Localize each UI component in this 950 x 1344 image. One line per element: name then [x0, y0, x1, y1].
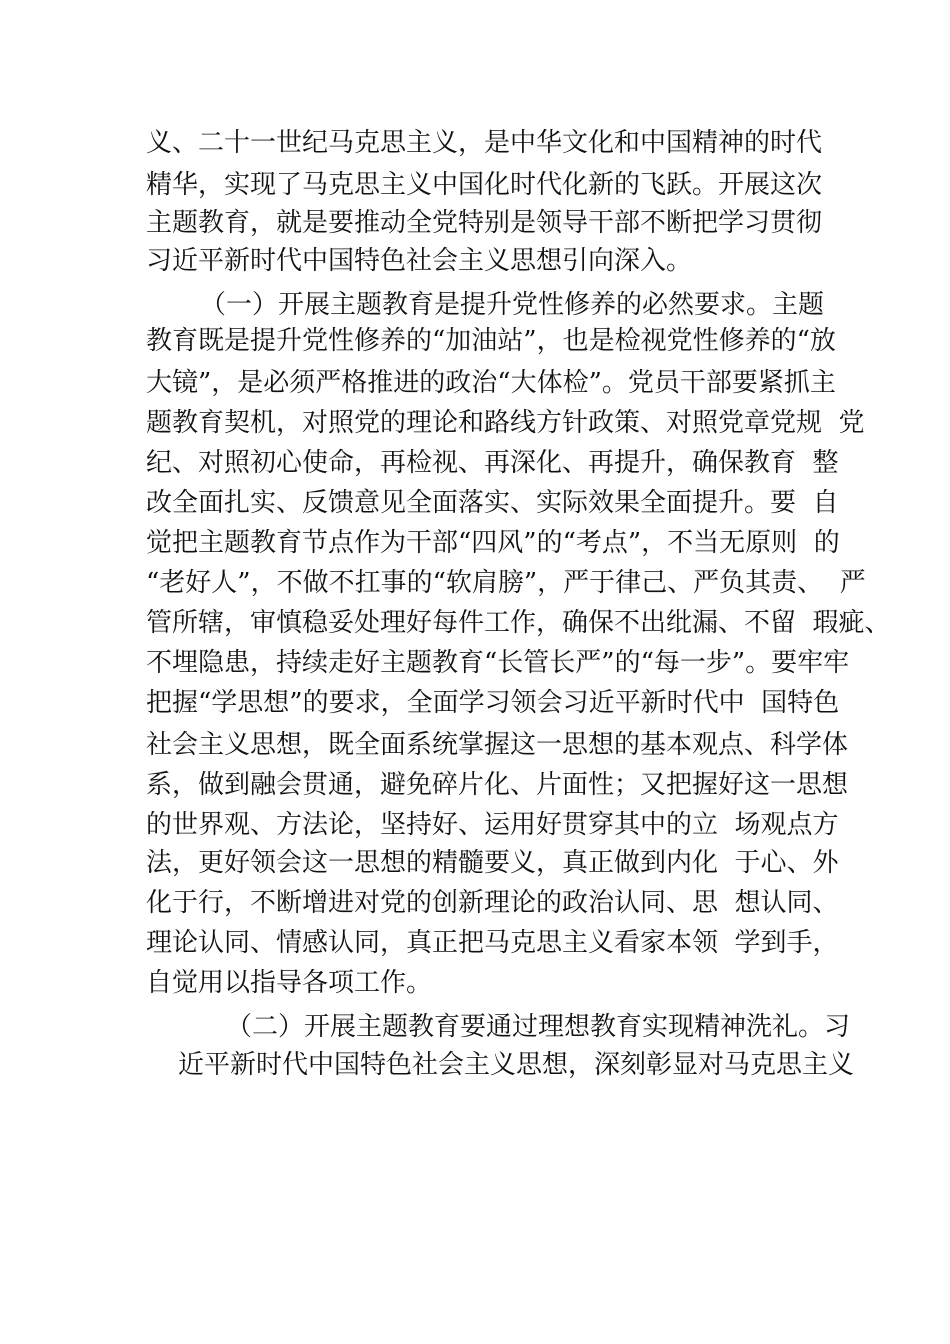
text-line: 系，做到融会贯通，避免碎片化、片面性；又把握好这一思想 [146, 770, 849, 800]
text-line: 化于行，不断增进对党的创新理论的政治认同、思 想认同、 [146, 888, 839, 918]
text-line: 近平新时代中国特色社会主义思想，深刻彰显对马克思主义 [178, 1050, 855, 1080]
text-line: “老好人”，不做不扛事的“软肩膀”，严于律己、严负其责、 严 [146, 568, 866, 598]
text-line: 理论认同、情感认同，真正把马克思主义看家本领 学到手， [146, 928, 839, 958]
section-heading-2: （二）开展主题教育要通过理想教育实现精神洗礼。习 [226, 1012, 851, 1042]
text-line: 不埋隐患，持续走好主题教育“长管长严”的“每一步”。要牢牢 [146, 648, 850, 678]
text-line: 觉把主题教育节点作为干部“四风”的“考点”，不当无原则 的 [146, 528, 840, 558]
text-line: 习近平新时代中国特色社会主义思想引向深入。 [146, 246, 693, 276]
text-line: 纪、对照初心使命，再检视、再深化、再提升，确保教育 整 [146, 448, 839, 478]
text-line: 法，更好领会这一思想的精髓要义，真正做到内化 于心、外 [146, 848, 839, 878]
text-line: 把握“学思想”的要求，全面学习领会习近平新时代中 国特色 [146, 688, 840, 718]
text-line: 精华，实现了马克思主义中国化时代化新的飞跃。开展这次 [146, 170, 823, 200]
text-line: 的世界观、方法论，坚持好、运用好贯穿其中的立 场观点方 [146, 810, 839, 840]
text-line: 题教育契机，对照党的理论和路线方针政策、对照党章党规 党 [146, 408, 865, 438]
text-line: 教育既是提升党性修养的“加油站”，也是检视党性修养的“放 [146, 326, 836, 356]
text-line: 主题教育，就是要推动全党特别是领导干部不断把学习贯彻 [146, 208, 823, 238]
section-heading-1: （一）开展主题教育是提升党性修养的必然要求。主题 [200, 290, 825, 320]
text-line: 自觉用以指导各项工作。 [146, 968, 433, 998]
text-line: 改全面扎实、反馈意见全面落实、实际效果全面提升。要 自 [146, 488, 839, 518]
text-line: 大镜”，是必须严格推进的政治“大体检”。党员干部要紧抓主 [146, 368, 836, 398]
text-line: 社会主义思想，既全面系统掌握这一思想的基本观点、科学体 [146, 730, 849, 760]
text-line: 义、二十一世纪马克思主义，是中华文化和中国精神的时代 [146, 128, 823, 158]
text-line: 管所辖，审慎稳妥处理好每件工作，确保不出纰漏、不留 瑕疵、 [146, 608, 891, 638]
